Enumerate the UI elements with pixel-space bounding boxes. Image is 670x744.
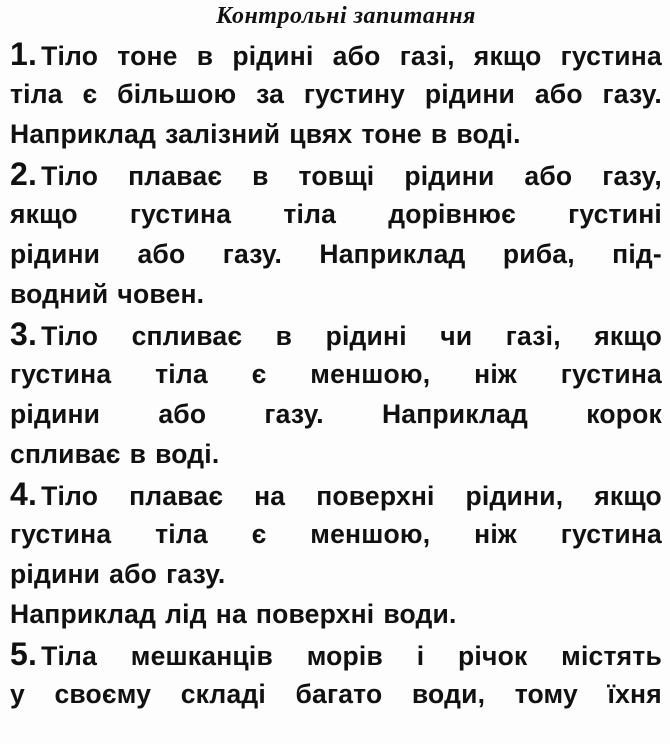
word: густина [560, 359, 662, 389]
word: лід [165, 599, 207, 629]
word: 4. Тіло [10, 476, 99, 512]
text-line [10, 634, 662, 674]
word: спливає [10, 439, 121, 469]
word: тому [514, 679, 578, 709]
word: тіла [283, 199, 337, 229]
word: якщо [473, 41, 542, 71]
word: в [129, 439, 147, 469]
word: води. [383, 599, 457, 629]
word: або [137, 239, 186, 269]
text-line [10, 154, 662, 194]
word: рідини [404, 161, 495, 191]
text-line [10, 114, 662, 154]
word: 3. Тіло [10, 316, 99, 352]
word: Наприклад [381, 399, 529, 429]
text-line [10, 314, 662, 354]
word: рідини [10, 239, 101, 269]
word: багато [295, 679, 383, 709]
word: їхня [607, 679, 662, 709]
text-line [10, 674, 662, 714]
word: газу. [264, 399, 324, 429]
word: тіла [10, 79, 63, 109]
word: і [416, 641, 425, 671]
word: тіла [155, 519, 208, 549]
word: ніж [474, 359, 517, 389]
word: під- [612, 239, 662, 269]
word: ніж [474, 519, 517, 549]
word: газу. [602, 79, 662, 109]
word: густина [129, 199, 232, 229]
answer-number: 2. [10, 156, 38, 192]
word: дорівнює [388, 199, 516, 229]
word: густина [560, 41, 662, 71]
word: газу, [602, 161, 662, 191]
word: в [252, 161, 269, 191]
word: густина [10, 359, 112, 389]
word: своєму [54, 679, 152, 709]
word: плаває [128, 161, 223, 191]
word: або [534, 79, 583, 109]
word: корок [586, 399, 662, 429]
word: човен. [117, 279, 205, 309]
text-line [10, 394, 662, 434]
word: є [251, 359, 267, 389]
word: чи [440, 321, 473, 351]
word: Наприклад [10, 599, 157, 629]
word: Наприклад [319, 239, 466, 269]
word: рідини [424, 79, 516, 109]
word: водний [10, 279, 109, 309]
answer-number: 1. [10, 36, 38, 72]
word: газу. [166, 559, 226, 589]
answer-number: 5. [10, 636, 38, 672]
word: містять [561, 641, 662, 671]
word: є [82, 79, 98, 109]
word: тіла [155, 359, 208, 389]
word: на [215, 599, 247, 629]
word: 2. Тіло [10, 156, 99, 192]
word: тоне [117, 41, 178, 71]
word: газі, [505, 321, 561, 351]
word: спливає [131, 321, 243, 351]
text-line [10, 594, 662, 634]
word: води, [411, 679, 486, 709]
word: густині [568, 199, 662, 229]
word: плаває [129, 481, 224, 511]
word: є [251, 519, 267, 549]
word: в [430, 119, 448, 149]
word: густина [10, 519, 112, 549]
word: газу. [222, 239, 283, 269]
word: річок [458, 641, 528, 671]
text-line [10, 234, 662, 274]
word: 5. Тіла [10, 636, 98, 672]
word: тоне [361, 119, 422, 149]
word: меншою, [310, 519, 431, 549]
word: цвях [289, 119, 353, 149]
word: більшою [117, 79, 237, 109]
text-line [10, 474, 662, 514]
word: у [10, 679, 25, 709]
word: на [254, 481, 286, 511]
word: поверхні [316, 481, 435, 511]
word: воді. [155, 439, 220, 469]
word: складі [180, 679, 266, 709]
word: або [109, 559, 158, 589]
word: газі, [399, 41, 455, 71]
answer-list [10, 34, 662, 714]
word: в [196, 41, 214, 71]
word: або [158, 399, 207, 429]
word: або [524, 161, 573, 191]
word: рідині [325, 321, 407, 351]
word: меншою, [310, 359, 431, 389]
section-title: Контрольні запитання [216, 3, 476, 29]
word: морів [306, 641, 383, 671]
word: воді. [456, 119, 521, 149]
word: Наприклад [10, 119, 157, 149]
word: риба, [502, 239, 575, 269]
word: якщо [10, 199, 78, 229]
word: густину [303, 79, 406, 109]
word: рідини [10, 399, 101, 429]
word: за [256, 79, 285, 109]
word: поверхні [255, 599, 375, 629]
word: якщо [594, 481, 662, 511]
answer-number: 4. [10, 476, 38, 512]
text-line [10, 194, 662, 234]
text-line [10, 554, 662, 594]
word: в [275, 321, 293, 351]
word: товщі [298, 161, 375, 191]
word: рідини, [465, 481, 564, 511]
word: густина [560, 519, 662, 549]
word: рідині [232, 41, 314, 71]
text-line [10, 74, 662, 114]
word: якщо [594, 321, 662, 351]
word: залізний [165, 119, 281, 149]
word: мешканців [130, 641, 273, 671]
text-line [10, 274, 662, 314]
text-line [10, 354, 662, 394]
text-line [10, 34, 662, 74]
word: або [332, 41, 381, 71]
word: рідини [10, 559, 101, 589]
text-line [10, 514, 662, 554]
word: 1. Тіло [10, 36, 99, 72]
answer-number: 3. [10, 316, 38, 352]
text-line [10, 434, 662, 474]
